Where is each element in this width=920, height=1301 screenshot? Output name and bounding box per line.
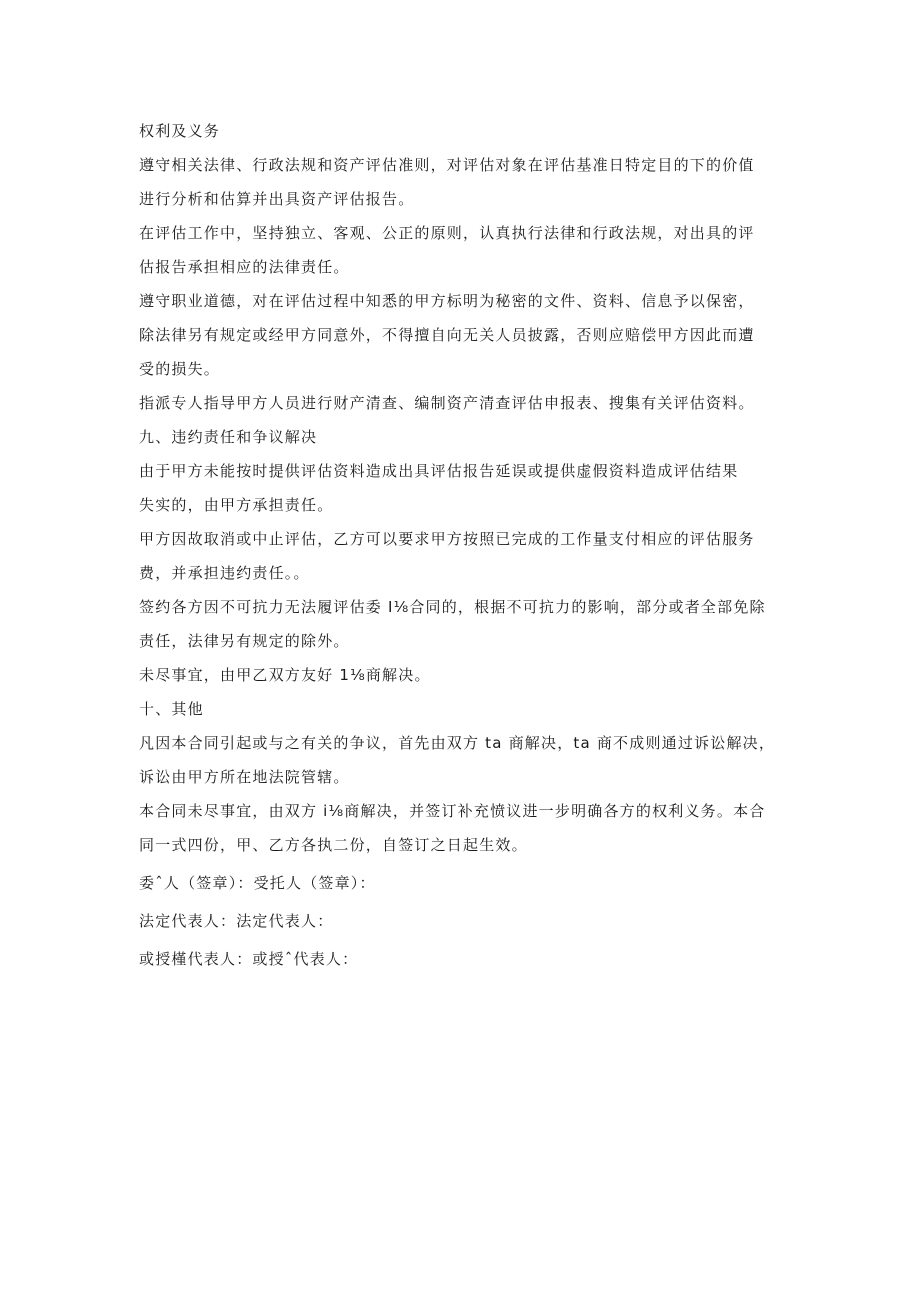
- section-heading-breach: 九、违约责任和争议解决: [139, 428, 318, 446]
- paragraph-line: 遵守职业道德，对在评估过程中知悉的甲方标明为秘密的文件、资料、信息予以保密，: [139, 292, 755, 310]
- signature-line-legal-rep: 法定代表人：法定代表人：: [139, 912, 334, 930]
- paragraph-line: 遵守相关法律、行政法规和资产评估准则，对评估对象在评估基准日特定目的下的价值: [139, 156, 755, 174]
- paragraph-line: 凡因本合同引起或与之有关的争议，首先由双方 ta 商解决，ta 商不成则通过诉讼解决，: [139, 734, 776, 752]
- paragraph-line: 除法律另有规定或经甲方同意外，不得擅自向无关人员披露，否则应赔偿甲方因此而遭: [139, 326, 755, 344]
- paragraph-line: 同一式四份，甲、乙方各执二份，自签订之日起生效。: [139, 836, 528, 854]
- paragraph-line: 指派专人指导甲方人员进行财产清查、编制资产清查评估申报表、搜集有关评估资料。: [139, 394, 755, 412]
- signature-line-principal: 委ˆ人（签章）：受托人（签章）：: [139, 874, 376, 892]
- paragraph-line: 估报告承担相应的法律责任。: [139, 258, 350, 276]
- paragraph-line: 甲方因故取消或中止评估，乙方可以要求甲方按照已完成的工作量支付相应的评估服务: [139, 530, 755, 548]
- paragraph-line: 责任，法律另有规定的除外。: [139, 632, 350, 650]
- paragraph-line: 受的损失。: [139, 360, 221, 378]
- paragraph-line: 本合同未尽事宜，由双方 i⅛商解决，并签订补充愤议进一步明确各方的权利义务。本合: [139, 802, 766, 820]
- paragraph-line: 失实的，由甲方承担责任。: [139, 496, 334, 514]
- paragraph-line: 在评估工作中，坚持独立、客观、公正的原则，认真执行法律和行政法规，对出具的评: [139, 224, 755, 242]
- paragraph-line: 签约各方因不可抗力无法履评估委 I⅛合同的，根据不可抗力的影响，部分或者全部免除: [139, 598, 766, 616]
- paragraph-line: 由于甲方未能按时提供评估资料造成出具评估报告延误或提供虚假资料造成评估结果: [139, 462, 739, 480]
- paragraph-line: 进行分析和估算并出具资产评估报告。: [139, 190, 415, 208]
- paragraph-line: 诉讼由甲方所在地法院管辖。: [139, 768, 350, 786]
- paragraph-line: 费，并承担违约责任。。: [139, 564, 310, 582]
- section-heading-rights: 权利及义务: [139, 122, 221, 140]
- signature-line-authorized-rep: 或授槿代表人：或授ˆ代表人：: [139, 950, 359, 968]
- paragraph-line: 未尽事宜，由甲乙双方友好 1⅛商解决。: [139, 666, 431, 684]
- document-body: [139, 114, 799, 976]
- section-heading-other: 十、其他: [139, 700, 204, 718]
